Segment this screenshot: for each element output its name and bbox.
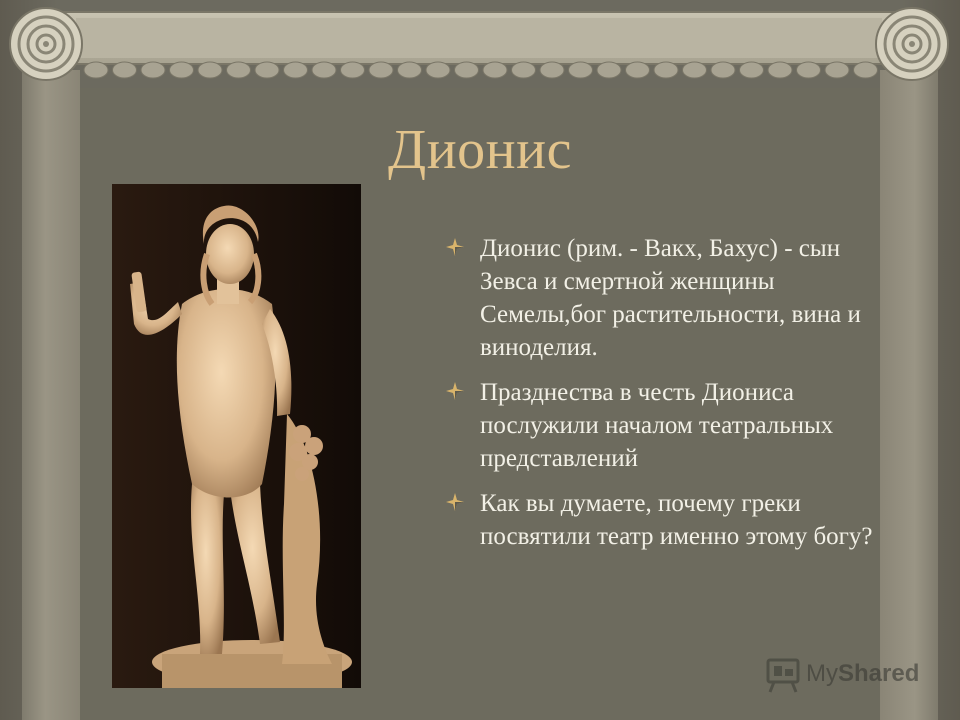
molding-bead	[455, 62, 479, 78]
list-item	[444, 376, 884, 475]
molding-bead	[768, 62, 792, 78]
molding-bead	[312, 62, 336, 78]
molding-bead	[740, 62, 764, 78]
watermark-my: My	[806, 660, 838, 687]
molding-bead	[255, 62, 279, 78]
molding-bead	[483, 62, 507, 78]
bullet-text: Празднества в честь Диониса послужили началом театральных представлений	[480, 379, 834, 472]
molding-bead	[654, 62, 678, 78]
molding-bead	[141, 62, 165, 78]
list-item	[444, 232, 884, 364]
molding-bead	[540, 62, 564, 78]
list-item	[444, 487, 884, 553]
molding-bead	[227, 62, 251, 78]
molding-bead	[341, 62, 365, 78]
bullet-text: Как вы думаете, почему греки посвятили театр именно этому богу?	[480, 490, 873, 550]
slide-title: Дионис	[388, 119, 572, 181]
molding-bead	[426, 62, 450, 78]
molding-bead	[825, 62, 849, 78]
myshared-watermark	[764, 654, 929, 696]
diamond-bullet-icon	[446, 238, 464, 256]
molding-bead	[284, 62, 308, 78]
molding-bead	[170, 62, 194, 78]
molding-bead	[597, 62, 621, 78]
diamond-bullet-icon	[446, 382, 464, 400]
bullet-text: Дионис (рим. - Вакх, Бахус) - сын Зевса и смертной женщины Семелы,бог растительности, вина и виноделия.	[480, 235, 861, 361]
molding-bead	[626, 62, 650, 78]
molding-bead	[683, 62, 707, 78]
molding-bead	[797, 62, 821, 78]
column-capital	[6, 4, 952, 82]
volute-right-icon	[876, 8, 948, 80]
molding-bead	[84, 62, 108, 78]
presentation-board-icon	[768, 660, 798, 692]
molding-bead	[398, 62, 422, 78]
bullet-list	[444, 232, 884, 565]
molding-bead	[512, 62, 536, 78]
dionysus-statue-image	[112, 184, 361, 688]
molding-bead	[198, 62, 222, 78]
watermark-shared: Shared	[838, 660, 920, 687]
molding-bead	[854, 62, 878, 78]
molding-bead	[113, 62, 137, 78]
volute-left-icon	[10, 8, 82, 80]
molding-bead	[369, 62, 393, 78]
molding-bead	[569, 62, 593, 78]
diamond-bullet-icon	[446, 493, 464, 511]
molding-bead	[711, 62, 735, 78]
